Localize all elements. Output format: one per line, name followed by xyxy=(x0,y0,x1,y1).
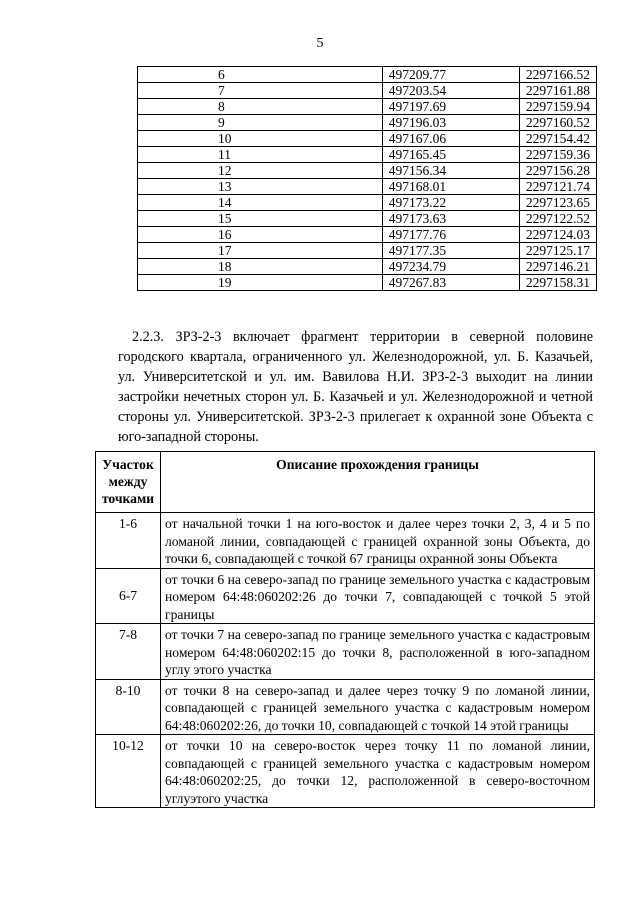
point-number: 15 xyxy=(138,211,383,227)
coordinate-row xyxy=(138,211,597,227)
coordinate-y: 2297122.52 xyxy=(519,211,596,227)
coordinate-row xyxy=(138,131,597,147)
coordinate-y: 2297158.31 xyxy=(519,275,596,291)
coordinate-y: 2297160.52 xyxy=(519,115,596,131)
coordinate-y: 2297154.42 xyxy=(519,131,596,147)
boundary-description-table xyxy=(95,451,595,808)
header-segment: Участок между точками xyxy=(96,452,161,513)
coordinate-x: 497267.83 xyxy=(382,275,519,291)
boundary-row xyxy=(96,568,595,624)
coordinate-row xyxy=(138,179,597,195)
boundary-row xyxy=(96,624,595,680)
boundary-table-header xyxy=(96,452,595,513)
coordinate-x: 497168.01 xyxy=(382,179,519,195)
coordinate-y: 2297125.17 xyxy=(519,243,596,259)
point-number: 6 xyxy=(138,67,383,83)
point-number: 9 xyxy=(138,115,383,131)
coordinate-x: 497173.63 xyxy=(382,211,519,227)
coordinate-x: 497165.45 xyxy=(382,147,519,163)
coordinate-row xyxy=(138,195,597,211)
header-description: Описание прохождения границы xyxy=(161,452,595,513)
coordinate-y: 2297146.21 xyxy=(519,259,596,275)
coordinate-y: 2297159.36 xyxy=(519,147,596,163)
segment-label: 6-7 xyxy=(96,568,161,624)
segment-description: от точки 8 на северо-запад и далее через точку 9 по ломаной линии, совпадающей с границей земельного участка с кадастровым номером 64:48:060202:26, до точки 10, совпадающей с точкой 14 этой границы xyxy=(161,679,595,735)
coordinate-row xyxy=(138,163,597,179)
coordinate-row xyxy=(138,83,597,99)
segment-description: от точки 7 на северо-запад по границе земельного участка с кадастровым номером 64:48:060202:15 до точки 8, расположенной в юго-западном углу этого участка xyxy=(161,624,595,680)
point-number: 13 xyxy=(138,179,383,195)
coordinates-table xyxy=(137,66,597,291)
coordinate-row xyxy=(138,275,597,291)
segment-label: 8-10 xyxy=(96,679,161,735)
coordinate-row xyxy=(138,147,597,163)
section-paragraph xyxy=(118,327,593,447)
coordinate-x: 497177.35 xyxy=(382,243,519,259)
segment-label: 7-8 xyxy=(96,624,161,680)
point-number: 14 xyxy=(138,195,383,211)
coordinate-y: 2297159.94 xyxy=(519,99,596,115)
point-number: 16 xyxy=(138,227,383,243)
coordinate-x: 497196.03 xyxy=(382,115,519,131)
point-number: 12 xyxy=(138,163,383,179)
coordinate-x: 497234.79 xyxy=(382,259,519,275)
coordinate-y: 2297161.88 xyxy=(519,83,596,99)
coordinate-x: 497209.77 xyxy=(382,67,519,83)
point-number: 7 xyxy=(138,83,383,99)
coordinate-x: 497177.76 xyxy=(382,227,519,243)
coordinate-y: 2297121.74 xyxy=(519,179,596,195)
coordinate-y: 2297166.52 xyxy=(519,67,596,83)
segment-description: от точки 10 на северо-восток через точку 11 по ломаной линии, совпадающей с границей земельного участка с кадастровым номером 64:48:060202:25, до точки 12, расположенной в северо-восточном углуэтого участка xyxy=(161,735,595,808)
segment-label: 10-12 xyxy=(96,735,161,808)
coordinate-x: 497156.34 xyxy=(382,163,519,179)
boundary-row xyxy=(96,513,595,569)
coordinate-row xyxy=(138,243,597,259)
point-number: 19 xyxy=(138,275,383,291)
point-number: 18 xyxy=(138,259,383,275)
coordinate-row xyxy=(138,115,597,131)
segment-label: 1-6 xyxy=(96,513,161,569)
boundary-row xyxy=(96,735,595,808)
segment-description: от начальной точки 1 на юго-восток и далее через точки 2, 3, 4 и 5 по ломаной линии, совпадающей с границей охранной зоны Объекта, до точки 6, совпадающей с точкой 67 границы охранной зоны Объекта xyxy=(161,513,595,569)
segment-description: от точки 6 на северо-запад по границе земельного участка с кадастровым номером 64:48:060202:26 до точки 7, совпадающей с точкой 5 этой границы xyxy=(161,568,595,624)
coordinate-x: 497167.06 xyxy=(382,131,519,147)
coordinate-y: 2297123.65 xyxy=(519,195,596,211)
coordinate-row xyxy=(138,99,597,115)
coordinate-x: 497197.69 xyxy=(382,99,519,115)
point-number: 10 xyxy=(138,131,383,147)
point-number: 8 xyxy=(138,99,383,115)
coordinate-row xyxy=(138,259,597,275)
coordinate-y: 2297124.03 xyxy=(519,227,596,243)
page-number: 5 xyxy=(316,36,324,51)
coordinate-x: 497203.54 xyxy=(382,83,519,99)
point-number: 11 xyxy=(138,147,383,163)
coordinate-x: 497173.22 xyxy=(382,195,519,211)
coordinate-y: 2297156.28 xyxy=(519,163,596,179)
boundary-row xyxy=(96,679,595,735)
coordinate-row xyxy=(138,227,597,243)
coordinate-row xyxy=(138,67,597,83)
point-number: 17 xyxy=(138,243,383,259)
paragraph-text: 2.2.3. ЗРЗ-2-3 включает фрагмент территории в северной половине городского квартала, ограниченного ул. Железнодорожной, ул. Б. Казачьей, ул. Университетской и ул. им. Вавилова Н.И. ЗРЗ-2-3 выходит на линии застройки нечетных сторон ул. Б. Казачьей и ул. Железнодорожной и четной стороны ул. Университетской. ЗРЗ-2-3 прилегает к охранной зоне Объекта с юго-западной стороны. xyxy=(118,329,593,445)
